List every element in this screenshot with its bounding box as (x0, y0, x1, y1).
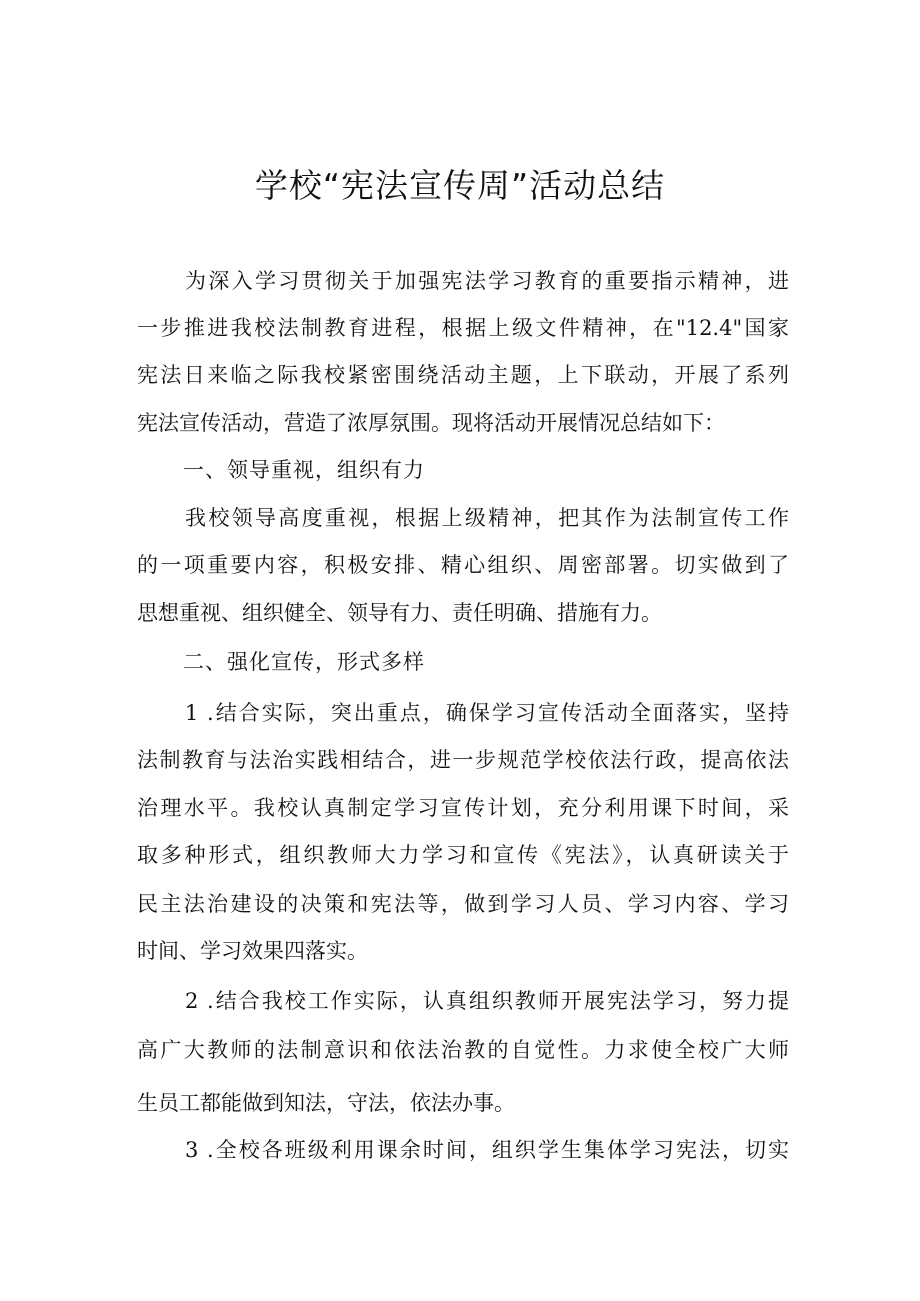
item1-line: 民主法治建设的决策和宪法等，做到学习人员、学习内容、学习 (137, 892, 789, 916)
section1-line: 的一项重要内容，积极安排、精心组织、周密部署。切实做到了 (137, 553, 789, 577)
item1-line: 时间、学习效果四落实。 (137, 939, 368, 963)
section-heading-1: 一、领导重视，组织有力 (183, 458, 425, 482)
item2-line: 高广大教师的法制意识和依法治教的自觉性。力求使全校广大师 (137, 1038, 789, 1062)
intro-line: 宪法日来临之际我校紧密围绕活动主题，上下联动，开展了系列 (137, 363, 789, 387)
document-title: 学校“宪法宣传周”活动总结 (254, 166, 666, 205)
item2-line: 生员工都能做到知法，守法，依法办事。 (137, 1091, 515, 1115)
intro-line: 一步推进我校法制教育进程，根据上级文件精神，在"12.4"国家 (137, 316, 789, 340)
intro-line: 为深入学习贯彻关于加强宪法学习教育的重要指示精神，进 (185, 269, 789, 293)
item1-line: 治理水平。我校认真制定学习宣传计划，充分利用课下时间，采 (137, 796, 789, 820)
item3-line: 3 .全校各班级利用课余时间，组织学生集体学习宪法，切实 (185, 1138, 789, 1162)
intro-line: 宪法宣传活动，营造了浓厚氛围。现将活动开展情况总结如下： (137, 411, 725, 435)
section-heading-2: 二、强化宣传，形式多样 (183, 650, 425, 674)
item1-line: 法制教育与法治实践相结合，进一步规范学校依法行政，提高依法 (137, 748, 789, 772)
item1-line: 取多种形式，组织教师大力学习和宣传《宪法》，认真研读关于 (137, 843, 789, 867)
item1-line: 1 .结合实际，突出重点，确保学习宣传活动全面落实，坚持 (185, 701, 789, 725)
item2-line: 2 .结合我校工作实际，认真组织教师开展宪法学习，努力提 (185, 989, 789, 1013)
section1-line: 我校领导高度重视，根据上级精神，把其作为法制宣传工作 (185, 506, 789, 530)
section1-line: 思想重视、组织健全、领导有力、责任明确、措施有力。 (137, 601, 662, 625)
